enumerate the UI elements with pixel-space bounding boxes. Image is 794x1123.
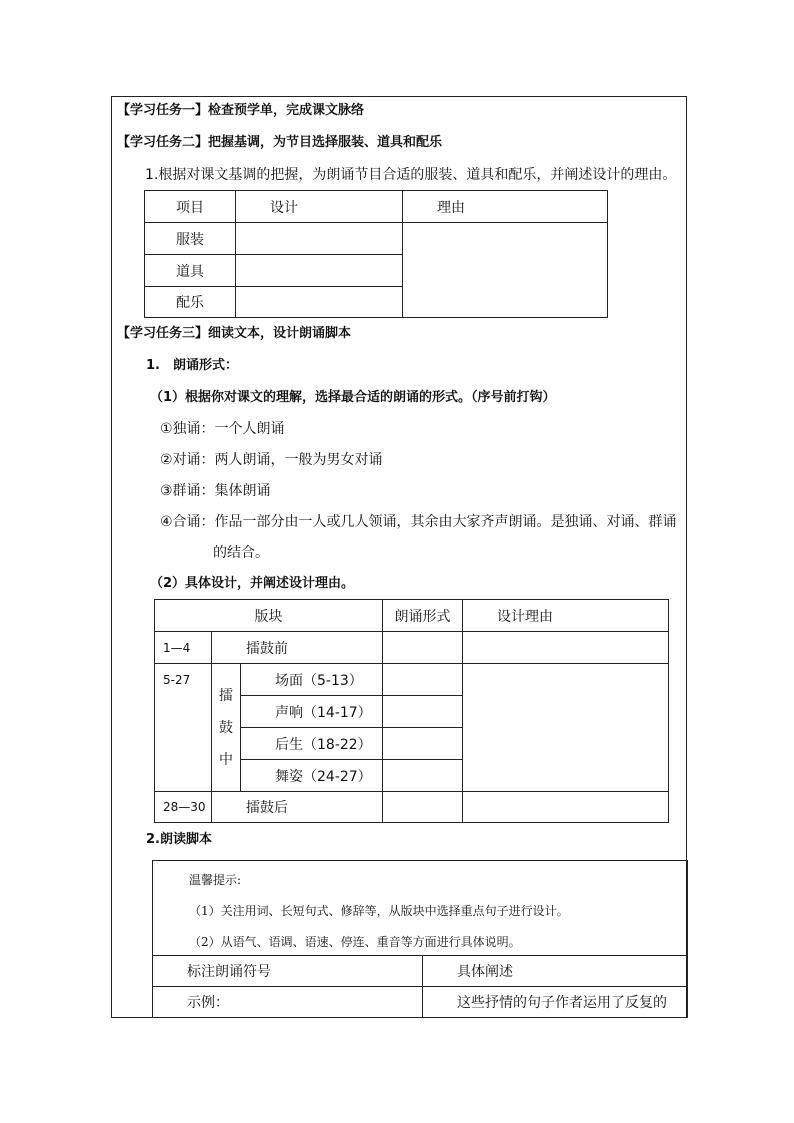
table2-form-cell[interactable] xyxy=(383,760,463,792)
table2-reason-cell[interactable] xyxy=(463,792,669,823)
table1-cell-design[interactable] xyxy=(236,223,403,255)
group-char-1: 擂 xyxy=(219,687,233,704)
table2-form-cell[interactable] xyxy=(383,728,463,760)
table1-cell-design[interactable] xyxy=(236,287,403,318)
recitation-design-table xyxy=(154,599,669,823)
table2-sub-dance: 舞姿（24-27） xyxy=(241,760,383,792)
table2-range-after: 28—30 xyxy=(155,792,212,823)
task-3-heading: 【学习任务三】细读文本，设计朗诵脚本 xyxy=(117,326,352,341)
table2-range-middle: 5-27 xyxy=(155,664,212,792)
table2-form-cell[interactable] xyxy=(383,632,463,664)
task-2-question: 1.根据对课文基调的把握，为朗诵节目合适的服装、道具和配乐，并阐述设计的理由。 xyxy=(145,167,677,183)
table2-form-cell[interactable] xyxy=(383,696,463,728)
group-char-2: 鼓 xyxy=(219,719,233,736)
section-1-question-2: （2）具体设计，并阐述设计理由。 xyxy=(150,576,355,591)
table2-reason-cell[interactable] xyxy=(463,664,669,792)
table2-header-form: 朗诵形式 xyxy=(383,600,463,632)
tip-1: （1）关注用词、长短句式、修辞等，从版块中选择重点句子进行设计。 xyxy=(189,904,569,918)
script-example-text: 这些抒情的句子作者运用了反复的 xyxy=(423,987,688,1018)
table1-row-costume: 服装 xyxy=(145,223,236,255)
table2-group-middle xyxy=(212,664,241,792)
task-2-heading: 【学习任务二】把握基调，为节目选择服装、道具和配乐 xyxy=(117,135,443,150)
option-group[interactable]: ③群诵：集体朗诵 xyxy=(160,483,271,499)
table2-header-section: 版块 xyxy=(155,600,383,632)
group-char-3: 中 xyxy=(219,751,233,768)
table2-label-after: 擂鼓后 xyxy=(212,792,383,823)
table1-header-design: 设计 xyxy=(236,191,403,223)
table2-sub-youth: 后生（18-22） xyxy=(241,728,383,760)
table1-cell-design[interactable] xyxy=(236,255,403,287)
section-2-title: 2.朗读脚本 xyxy=(146,832,212,847)
table2-form-cell[interactable] xyxy=(383,792,463,823)
option-solo[interactable]: ①独诵：一个人朗诵 xyxy=(160,421,285,437)
table1-header-item: 项目 xyxy=(145,191,236,223)
script-table xyxy=(152,860,688,1018)
tip-title: 温馨提示: xyxy=(189,873,242,887)
tip-box xyxy=(153,861,688,956)
table2-reason-cell[interactable] xyxy=(463,632,669,664)
script-example-label: 示例： xyxy=(153,987,423,1018)
option-chorus[interactable]: ④合诵：作品一部分由一人或几人领诵，其余由大家齐声朗诵。是独诵、对诵、群诵 xyxy=(160,514,677,530)
table2-label-before: 擂鼓前 xyxy=(212,632,383,664)
costume-props-table xyxy=(144,190,608,318)
table1-header-reason: 理由 xyxy=(403,191,608,223)
tip-2: （2）从语气、语调、语速、停连、重音等方面进行具体说明。 xyxy=(189,935,521,949)
option-chorus-cont: 的结合。 xyxy=(213,545,269,561)
table2-sub-scene: 场面（5-13） xyxy=(241,664,383,696)
section-1-question-1: （1）根据你对课文的理解，选择最合适的朗诵的形式。（序号前打钩） xyxy=(150,390,556,405)
section-1-title: 1. 朗诵形式： xyxy=(146,358,238,373)
option-duet[interactable]: ②对诵：两人朗诵，一般为男女对诵 xyxy=(160,452,383,468)
table1-row-music: 配乐 xyxy=(145,287,236,318)
table2-form-cell[interactable] xyxy=(383,664,463,696)
task-1-heading: 【学习任务一】检查预学单，完成课文脉络 xyxy=(117,103,365,118)
script-col-marks: 标注朗诵符号 xyxy=(153,956,423,987)
script-col-explain: 具体阐述 xyxy=(423,956,688,987)
table2-range-before: 1—4 xyxy=(155,632,212,664)
table1-row-props: 道具 xyxy=(145,255,236,287)
table2-sub-sound: 声响（14-17） xyxy=(241,696,383,728)
table2-header-reason: 设计理由 xyxy=(463,600,669,632)
table1-cell-reason[interactable] xyxy=(403,223,608,318)
